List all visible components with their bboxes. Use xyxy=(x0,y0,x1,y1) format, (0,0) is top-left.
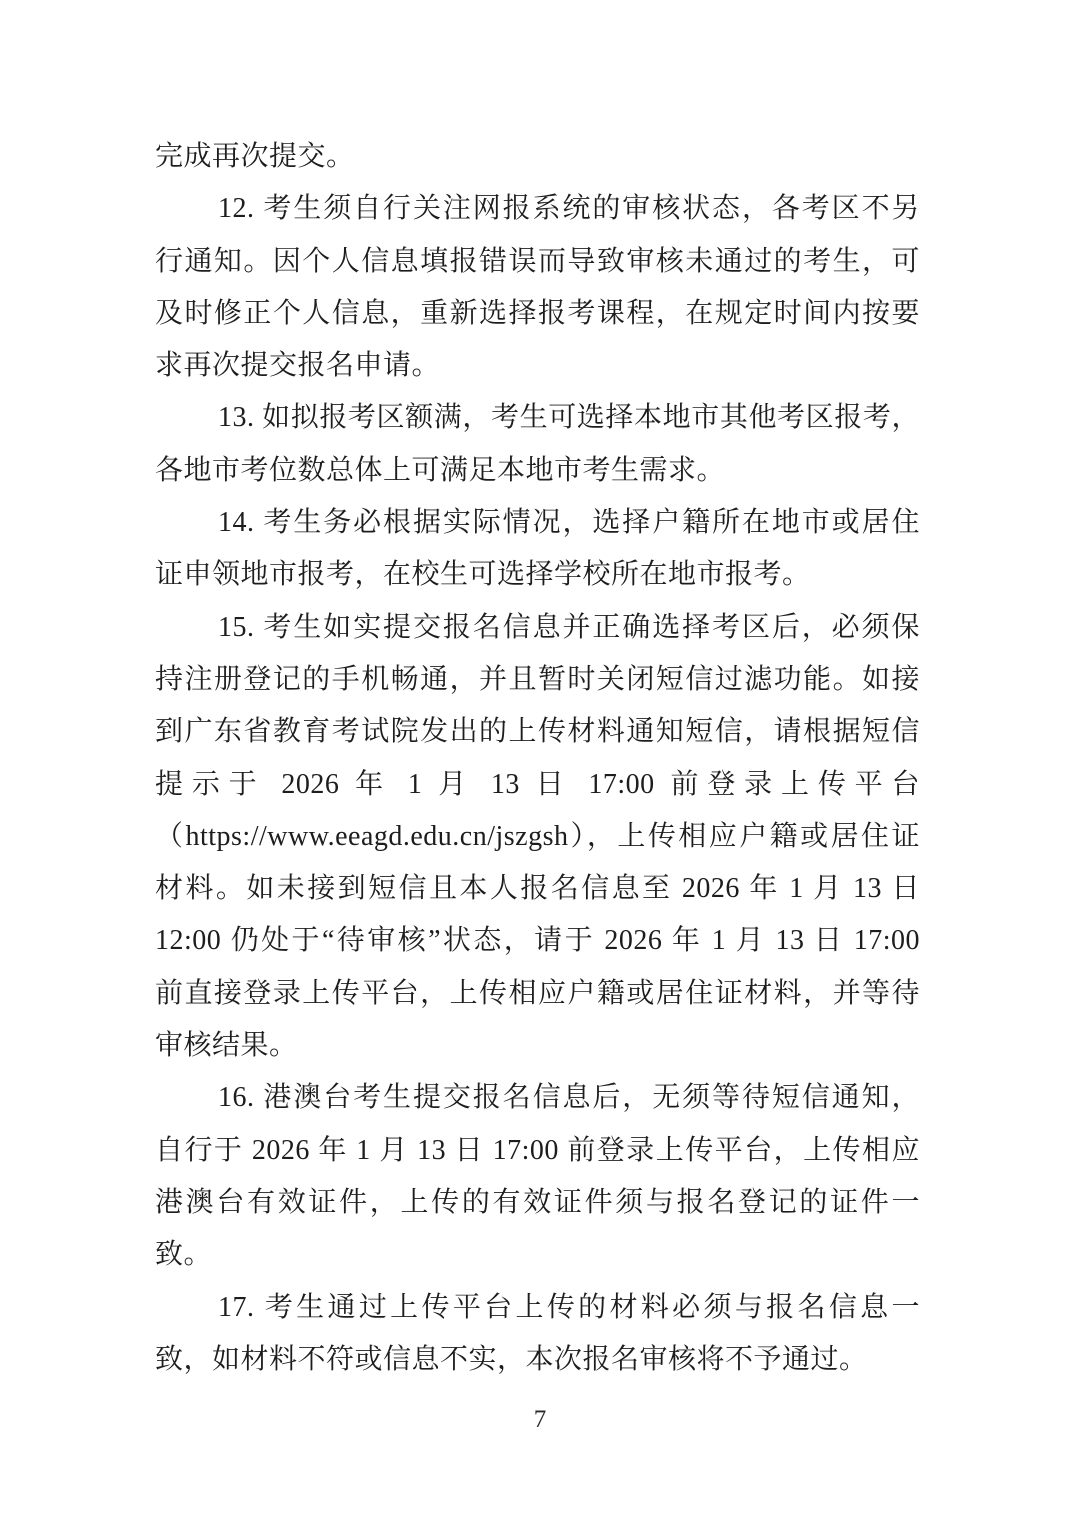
text-line: 到广东省教育考试院发出的上传材料通知短信，请根据短信 xyxy=(155,716,920,748)
text-line: 审核结果。 xyxy=(155,1030,298,1062)
text-line: 提示于 2026 年 1 月 13 日 17:00 前登录上传平台 xyxy=(155,768,920,800)
text-line-para-17-start: 17. 考生通过上传平台上传的材料必须与报名信息一 xyxy=(218,1291,920,1323)
text-line: 致，如材料不符或信息不实，本次报名审核将不予通过。 xyxy=(155,1343,868,1375)
text-line: 证申领地市报考，在校生可选择学校所在地市报考。 xyxy=(155,559,811,591)
text-line: 完成再次提交。 xyxy=(155,141,355,172)
text-line-para-13-start: 13. 如拟报考区额满，考生可选择本地市其他考区报考， xyxy=(218,402,920,434)
text-line: 各地市考位数总体上可满足本地市考生需求。 xyxy=(155,454,726,486)
text-line: 12:00 仍处于“待审核”状态，请于 2026 年 1 月 13 日 17:00 xyxy=(155,925,920,957)
text-line: 港澳台有效证件，上传的有效证件须与报名登记的证件一 xyxy=(155,1186,920,1218)
page-number: 7 xyxy=(533,1406,547,1433)
text-line-para-15-start: 15. 考生如实提交报名信息并正确选择考区后，必须保 xyxy=(218,611,920,643)
text-line: 及时修正个人信息，重新选择报考课程，在规定时间内按要 xyxy=(155,297,920,329)
text-line: 求再次提交报名申请。 xyxy=(155,350,441,382)
text-line-para-14-start: 14. 考生务必根据实际情况，选择户籍所在地市或居住 xyxy=(218,507,920,539)
text-line: 行通知。因个人信息填报错误而导致审核未通过的考生，可 xyxy=(155,245,920,277)
text-line: 材料。如未接到短信且本人报名信息至 2026 年 1 月 13 日 xyxy=(155,873,920,905)
text-line-para-12-start: 12. 考生须自行关注网报系统的审核状态，各考区不另 xyxy=(218,193,920,225)
text-line: 持注册登记的手机畅通，并且暂时关闭短信过滤功能。如接 xyxy=(155,663,920,695)
text-line: 自行于 2026 年 1 月 13 日 17:00 前登录上传平台，上传相应 xyxy=(155,1134,920,1166)
text-line: 前直接登录上传平台，上传相应户籍或居住证材料，并等待 xyxy=(155,977,920,1009)
document-text-block xyxy=(155,131,920,1386)
text-line-para-16-start: 16. 港澳台考生提交报名信息后，无须等待短信通知， xyxy=(218,1082,920,1114)
text-line: 致。 xyxy=(155,1239,213,1271)
text-line-upload-url: （https://www.eeagd.edu.cn/jszgsh），上传相应户籍或居住证 xyxy=(155,820,920,852)
